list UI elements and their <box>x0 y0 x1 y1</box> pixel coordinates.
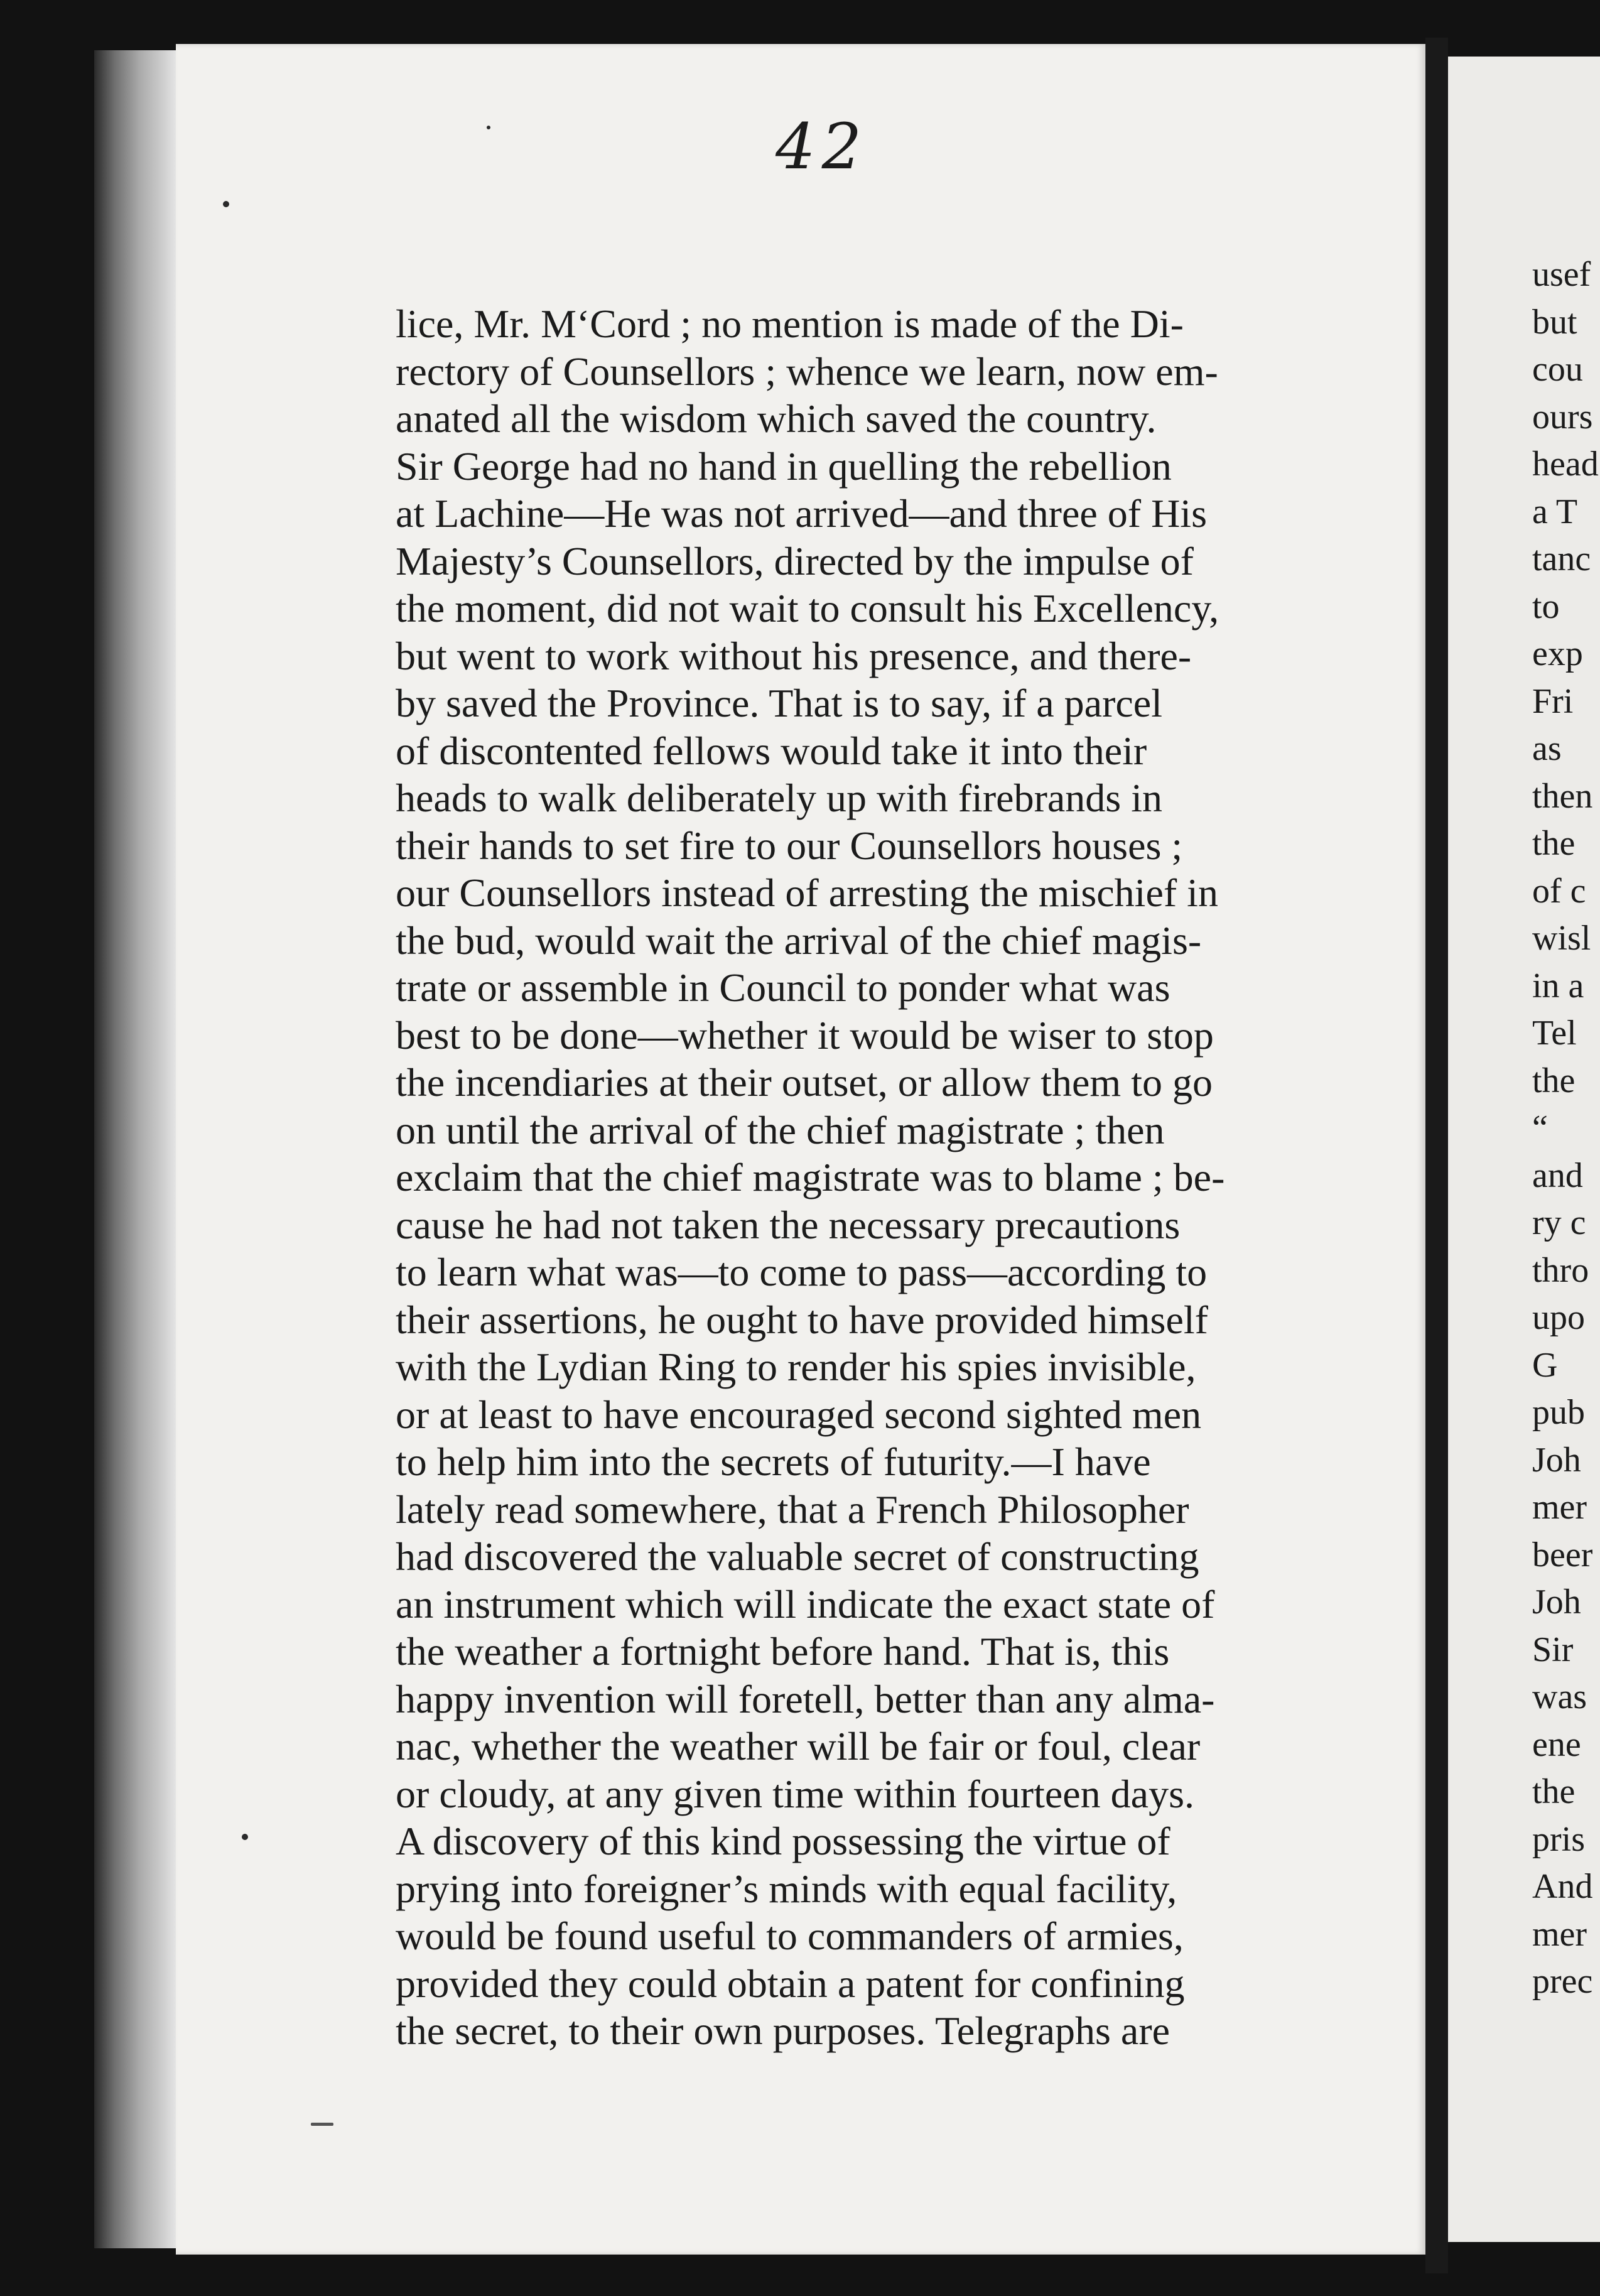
facing-text-fragment: and <box>1532 1156 1583 1195</box>
text-line: best to be done—whether it would be wiser to stop <box>396 1012 1214 1058</box>
text-line: had discovered the valuable secret of constructing <box>396 1534 1199 1579</box>
facing-text-fragment: mer <box>1532 1914 1587 1954</box>
text-line: lice, Mr. M‘Cord ; no mention is made of the Di- <box>396 301 1184 346</box>
facing-page-text <box>1532 251 1600 2006</box>
text-line: happy invention will foretell, better than any alma- <box>396 1676 1215 1721</box>
facing-text-fragment: thro <box>1532 1250 1589 1290</box>
facing-text-fragment: was <box>1532 1677 1587 1716</box>
facing-text-fragment: beer <box>1532 1535 1593 1574</box>
facing-text-fragment: ours <box>1532 397 1593 436</box>
facing-text-fragment: And <box>1532 1867 1593 1906</box>
facing-text-fragment: pub <box>1532 1393 1585 1432</box>
facing-text-fragment: G <box>1532 1345 1558 1385</box>
facing-text-fragment: Tel <box>1532 1014 1577 1053</box>
text-line: of discontented fellows would take it into their <box>396 728 1147 773</box>
text-line: at Lachine—He was not arrived—and three of His <box>396 491 1207 536</box>
ink-speck <box>311 2123 333 2126</box>
facing-text-fragment: tanc <box>1532 539 1591 578</box>
facing-text-fragment: in a <box>1532 966 1584 1005</box>
facing-text-fragment: prec <box>1532 1962 1593 2001</box>
left-page-edge <box>94 50 176 2248</box>
text-line: prying into foreigner’s minds with equal facility, <box>396 1866 1177 1911</box>
text-line: anated all the wisdom which saved the country. <box>396 396 1157 441</box>
facing-text-fragment: the <box>1532 1772 1576 1811</box>
facing-text-fragment: as <box>1532 729 1562 768</box>
page-body-text <box>396 300 1400 2055</box>
facing-text-fragment: wisl <box>1532 919 1591 958</box>
text-line: heads to walk deliberately up with firebrands in <box>396 776 1162 820</box>
text-line: to learn what was—to come to pass—according to <box>396 1250 1208 1294</box>
facing-text-fragment: “ <box>1532 1108 1548 1147</box>
text-line: cause he had not taken the necessary precautions <box>396 1202 1181 1247</box>
book-spine <box>1425 38 1448 2273</box>
text-line: exclaim that the chief magistrate was to blame ; be- <box>396 1155 1225 1199</box>
facing-text-fragment: exp <box>1532 634 1583 673</box>
facing-text-fragment: of c <box>1532 871 1586 911</box>
facing-text-fragment: the <box>1532 824 1576 863</box>
facing-text-fragment: Joh <box>1532 1583 1581 1622</box>
ink-speck <box>487 126 490 129</box>
facing-text-fragment: upo <box>1532 1298 1585 1337</box>
text-line: with the Lydian Ring to render his spies invisible, <box>396 1345 1196 1389</box>
facing-text-fragment: the <box>1532 1061 1576 1100</box>
text-line: by saved the Province. That is to say, if a parcel <box>396 681 1162 725</box>
facing-text-fragment: Fri <box>1532 681 1574 721</box>
text-line: or cloudy, at any given time within fourteen days. <box>396 1771 1194 1816</box>
facing-text-fragment: then <box>1532 776 1593 816</box>
text-line: their assertions, he ought to have provided himself <box>396 1297 1208 1342</box>
text-line: or at least to have encouraged second sighted men <box>396 1392 1202 1437</box>
page-number: 42 <box>776 110 868 183</box>
ink-speck <box>242 1834 248 1840</box>
facing-text-fragment: ry c <box>1532 1203 1586 1242</box>
text-line: but went to work without his presence, and there- <box>396 633 1192 678</box>
facing-text-fragment: a T <box>1532 492 1578 531</box>
text-line: provided they could obtain a patent for confining <box>396 1961 1185 2006</box>
text-line: the bud, would wait the arrival of the chief magis- <box>396 918 1202 963</box>
facing-text-fragment: ene <box>1532 1725 1581 1764</box>
text-line: the secret, to their own purposes. Telegraphs are <box>396 2008 1170 2053</box>
facing-text-fragment: Joh <box>1532 1440 1581 1480</box>
text-line: would be found useful to commanders of armies, <box>396 1914 1184 1958</box>
text-line: lately read somewhere, that a French Philosopher <box>396 1486 1189 1532</box>
text-line: rectory of Counsellors ; whence we learn, now em- <box>396 349 1218 394</box>
text-line: Majesty’s Counsellors, directed by the impulse of <box>396 538 1194 583</box>
text-line: A discovery of this kind possessing the virtue of <box>396 1819 1170 1863</box>
facing-text-fragment: but <box>1532 302 1577 342</box>
text-line: the incendiaries at their outset, or allow them to go <box>396 1060 1213 1105</box>
text-line: our Counsellors instead of arresting the mischief in <box>396 870 1218 915</box>
ink-speck <box>223 201 229 207</box>
text-line: their hands to set fire to our Counsellors houses ; <box>396 823 1183 868</box>
text-line: an instrument which will indicate the exact state of <box>396 1581 1215 1627</box>
text-line: trate or assemble in Council to ponder what was <box>396 965 1170 1010</box>
text-line: nac, whether the weather will be fair or foul, clear <box>396 1724 1201 1768</box>
text-line: on until the arrival of the chief magistrate ; then <box>396 1107 1165 1152</box>
facing-text-fragment: head <box>1532 445 1599 484</box>
text-line: Sir George had no hand in quelling the rebellion <box>396 443 1172 489</box>
facing-text-fragment: to <box>1532 587 1560 626</box>
facing-text-fragment: pris <box>1532 1819 1585 1859</box>
text-line: the weather a fortnight before hand. That is, this <box>396 1629 1170 1674</box>
text-line: the moment, did not wait to consult his Excellency, <box>396 586 1219 631</box>
facing-text-fragment: cou <box>1532 350 1583 389</box>
facing-text-fragment: Sir <box>1532 1630 1574 1669</box>
text-line: to help him into the secrets of futurity.—I have <box>396 1439 1151 1484</box>
facing-text-fragment: usef <box>1532 255 1591 294</box>
facing-text-fragment: mer <box>1532 1488 1587 1527</box>
